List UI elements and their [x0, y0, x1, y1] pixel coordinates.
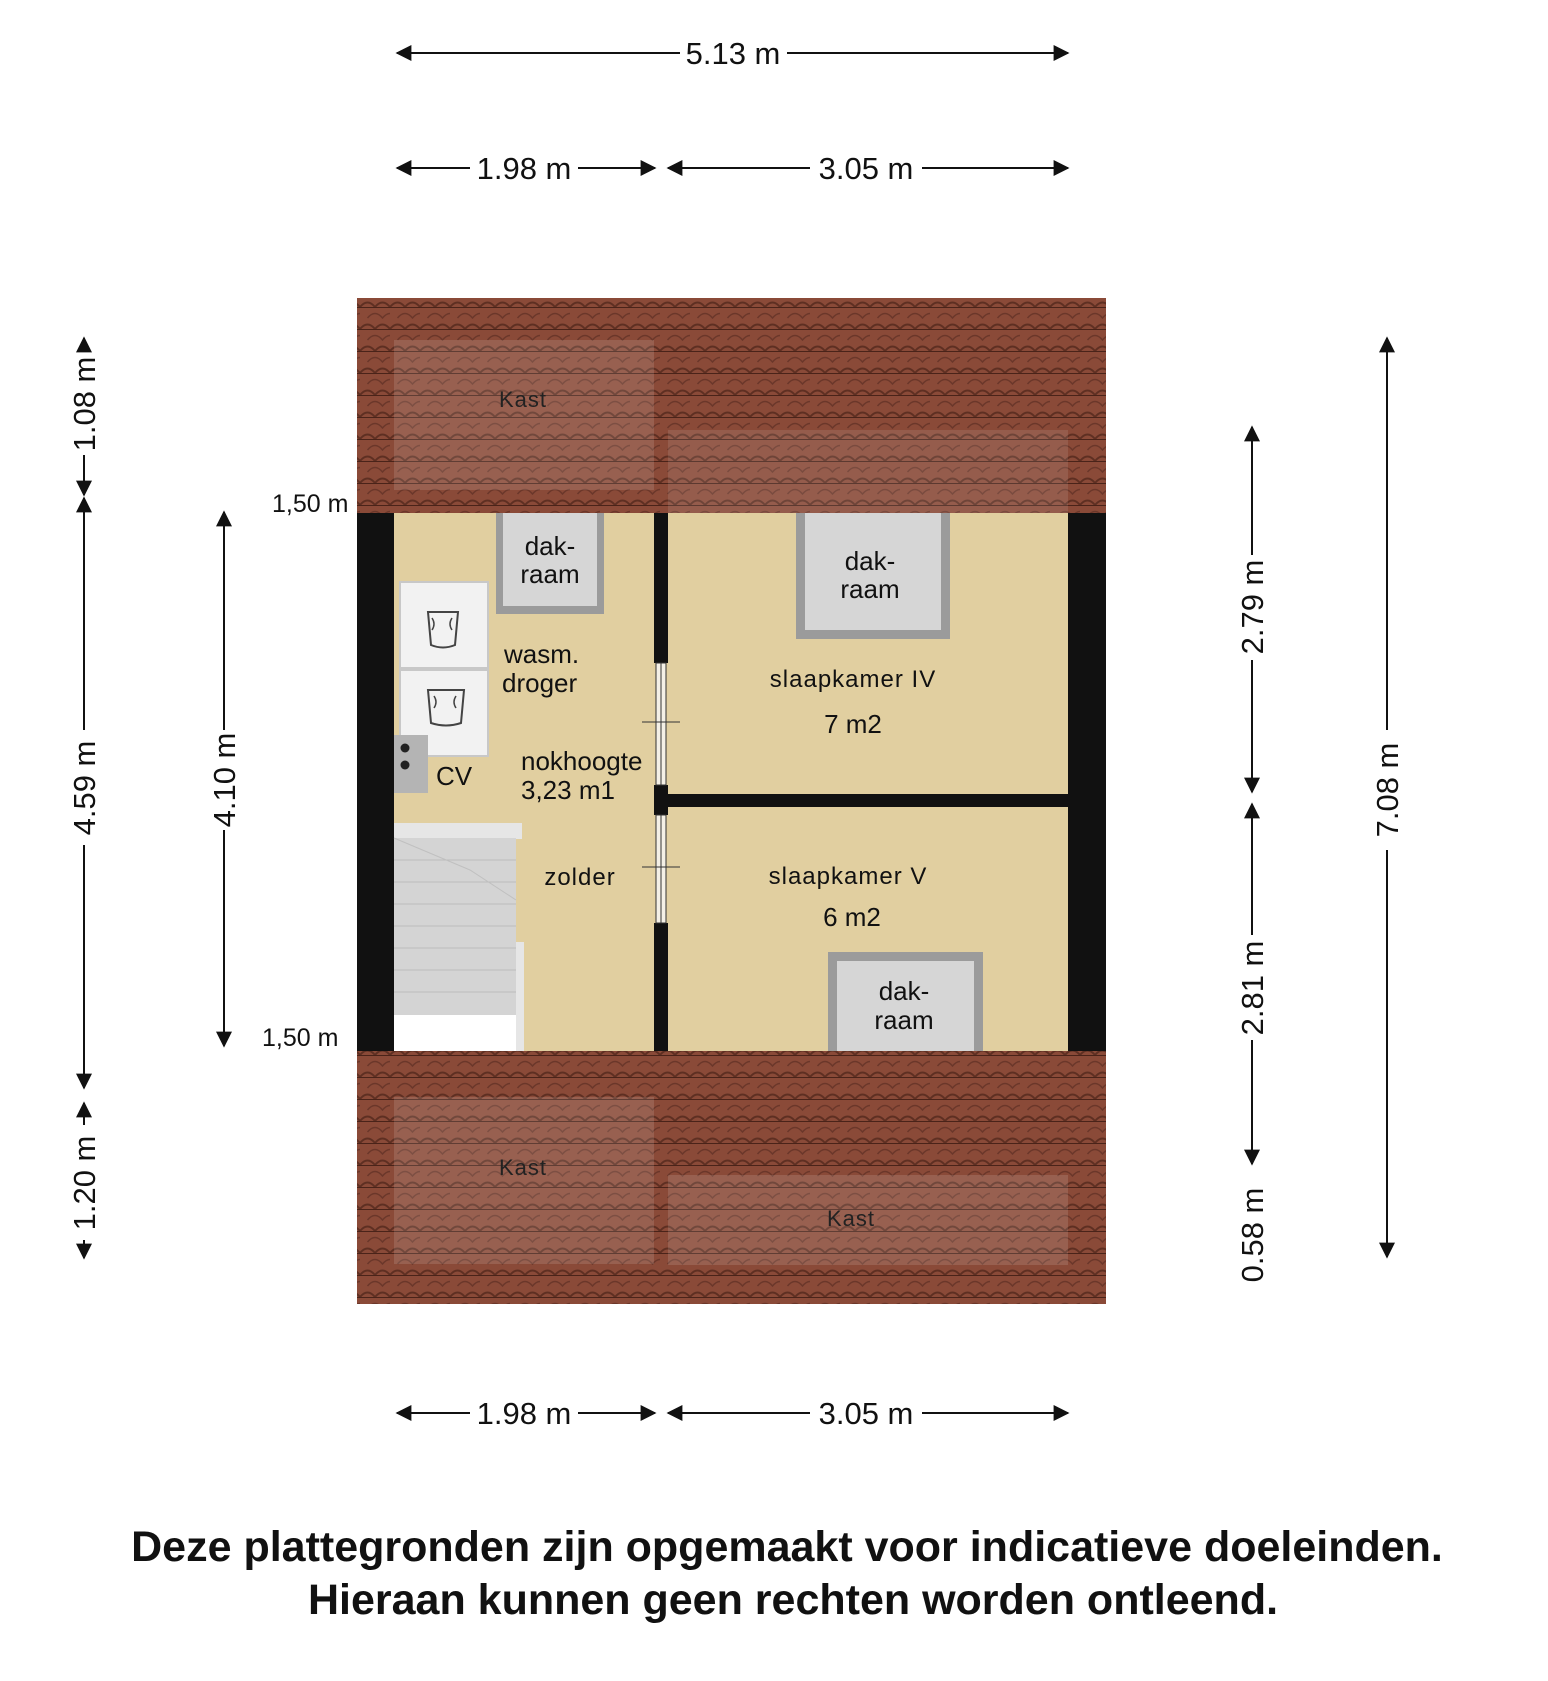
dimension-label: 7.08 m: [1370, 742, 1405, 838]
dimension-right-c-label: 0.58 m: [1235, 1187, 1270, 1283]
dimension-label: 5.13 m: [685, 36, 781, 71]
kast-top-area: [394, 340, 654, 490]
kast-bottom-right-label: Kast: [826, 1206, 876, 1231]
dimension-label: 1.08 m: [67, 356, 102, 452]
dimension-inner-left: [207, 512, 242, 1046]
dimension-bottom-right: [668, 1396, 1068, 1431]
dakraam-label-line1: dak-: [878, 976, 930, 1006]
slaapkamer-iv-area: 7 m2: [824, 709, 882, 739]
dakraam-slaapkamer-v: [828, 952, 983, 1051]
dimension-label: 1.98 m: [476, 1396, 572, 1431]
height-top-label: 1,50 m: [272, 490, 349, 518]
dimension-right-a: [1235, 427, 1270, 792]
cv-label: CV: [436, 761, 473, 791]
height-bottom-label: 1,50 m: [262, 1024, 339, 1052]
staircase: [394, 823, 524, 1051]
dimension-bottom-left: [397, 1396, 655, 1431]
dimension-label: 4.10 m: [207, 732, 242, 828]
kast-bottom-left-label: Kast: [498, 1155, 548, 1180]
dakraam-label-line2: raam: [840, 574, 900, 604]
dimension-left-mid: [67, 498, 102, 1088]
dimension-label: 2.81 m: [1235, 940, 1270, 1036]
dimension-left-bottom: [67, 1103, 102, 1258]
outer-wall-left: [357, 513, 394, 1051]
kast-top-label: Kast: [498, 387, 548, 412]
outer-wall-right: [1068, 513, 1106, 1051]
dimension-label: 4.59 m: [67, 740, 102, 836]
slaapkamer-iv-label: slaapkamer IV: [769, 666, 937, 693]
bedroom-divider-wall: [654, 794, 1068, 807]
zolder-label: zolder: [544, 864, 616, 891]
dimension-label: 2.79 m: [1235, 559, 1270, 655]
inner-wall-top: [654, 513, 668, 663]
dimension-right-total: [1370, 338, 1405, 1257]
dakraam-label-line2: raam: [520, 559, 580, 589]
dakraam-label-line1: dak-: [844, 546, 896, 576]
washing-machine: [400, 582, 488, 668]
dimension-label: 3.05 m: [818, 151, 914, 186]
dimension-top-left: [397, 151, 655, 186]
wasm-label-line2: droger: [502, 668, 578, 698]
dimension-top-total: [397, 36, 1068, 71]
dimension-right-b: [1235, 804, 1270, 1164]
slaapkamer-v-label: slaapkamer V: [768, 863, 928, 890]
wasm-label-line1: wasm.: [504, 639, 580, 669]
dakraam-label-line1: dak-: [524, 531, 576, 561]
inner-wall-bottom: [654, 923, 668, 1051]
slaapkamer-v-area: 6 m2: [823, 902, 881, 932]
dimension-label: 3.05 m: [818, 1396, 914, 1431]
kast-bottom-left-area: [394, 1097, 654, 1264]
dimension-top-right: [668, 151, 1068, 186]
nokhoogte-label: nokhoogte: [521, 746, 643, 776]
nokhoogte-value: 3,23 m1: [521, 775, 615, 805]
dimension-label: 1.20 m: [67, 1135, 102, 1231]
dakraam-label-line2: raam: [874, 1005, 934, 1035]
dakraam-slaapkamer-iv: [796, 513, 950, 639]
dimension-left-top: [67, 338, 102, 495]
disclaimer-line1: Deze plattegronden zijn opgemaakt voor indicatieve doeleinden.: [131, 1523, 1443, 1571]
dimension-label: 1.98 m: [476, 151, 572, 186]
dakraam-zolder: [496, 513, 604, 614]
roof-top-right-band: [668, 430, 1068, 513]
disclaimer-line2: Hieraan kunnen geen rechten worden ontleend.: [307, 1576, 1279, 1624]
